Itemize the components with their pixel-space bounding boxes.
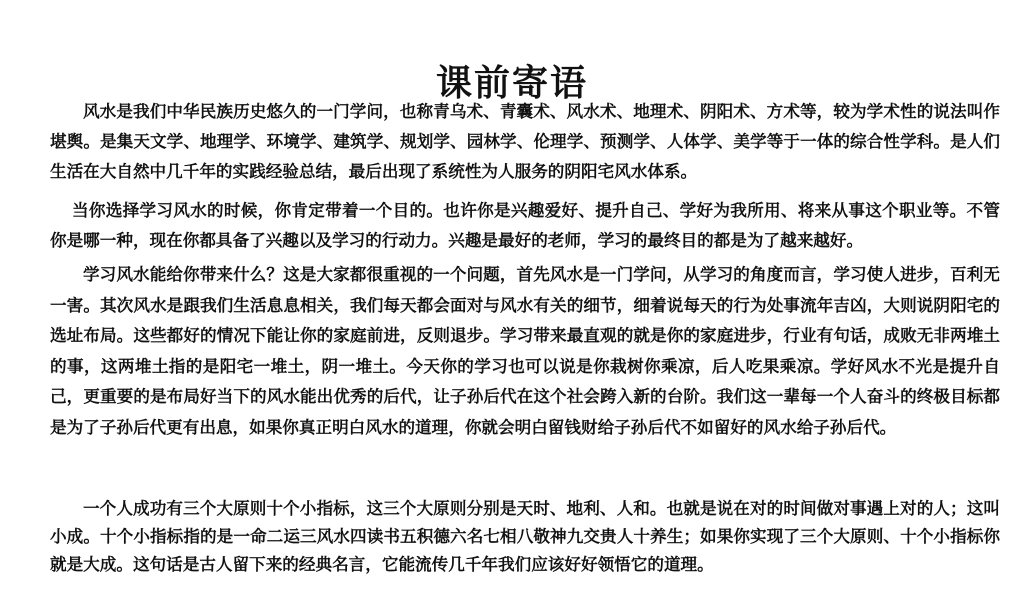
page-title: 课前寄语 — [435, 63, 588, 105]
paragraph-2: 当你选择学习风水的时候，你肯定带着一个目的。也许你是兴趣爱好、提升自己、学好为我所用、将来从事这个职业等。不管你是哪一种，现在你都具备了兴趣以及学习的行动力。兴趣是最好的老师，学习的最终目的都是为了越来越好。 — [50, 200, 1000, 250]
paragraph-4: 一个人成功有三个大原则十个小指标，这三个大原则分别是天时、地利、人和。也就是说在对的时间做对事遇上对的人；这叫小成。十个小指标指的是一命二运三风水四读书五积德六名七相八敬神九交贵人十养生；如果你实现了三个大原则、十个小指标你就是大成。这句话是古人留下来的经典名言，它能流传几千年我们应该好好领悟它的道理。 — [50, 498, 1000, 574]
paragraph-1: 风水是我们中华民族历史悠久的一门学问，也称青乌术、青囊术、风水术、地理术、阴阳术、方术等，较为学术性的说法叫作堪舆。是集天文学、地理学、环境学、建筑学、规划学、园林学、伦理学、预测学、人体学、美学等于一体的综合性学科。是人们生活在大自然中几千年的实践经验总结，最后出现了系统性为人服务的阴阳宅风水体系。 — [50, 101, 1000, 181]
paragraph-3: 学习风水能给你带来什么？这是大家都很重视的一个问题，首先风水是一门学问，从学习的角度而言，学习使人进步，百利无一害。其次风水是跟我们生活息息相关，我们每天都会面对与风水有关的细节，细着说每天的行为处事流年吉凶，大则说阴阳宅的选址布局。这些都好的情况下能让你的家庭前进，反则退步。学习带来最直观的就是你的家庭进步，行业有句话，成败无非两堆土的事，这两堆土指的是阳宅一堆土，阴一堆土。今天你的学习也可以说是你栽树你乘凉，后人吃果乘凉。学好风水不光是提升自己，更重要的是布局好当下的风水能出优秀的后代，让子孙后代在这个社会跨入新的台阶。我们这一辈每一个人奋斗的终极目标都是为了子孙后代更有出息，如果你真正明白风水的道理，你就会明白留钱财给子孙后代不如留好的风水给子孙后代。 — [50, 264, 1000, 437]
